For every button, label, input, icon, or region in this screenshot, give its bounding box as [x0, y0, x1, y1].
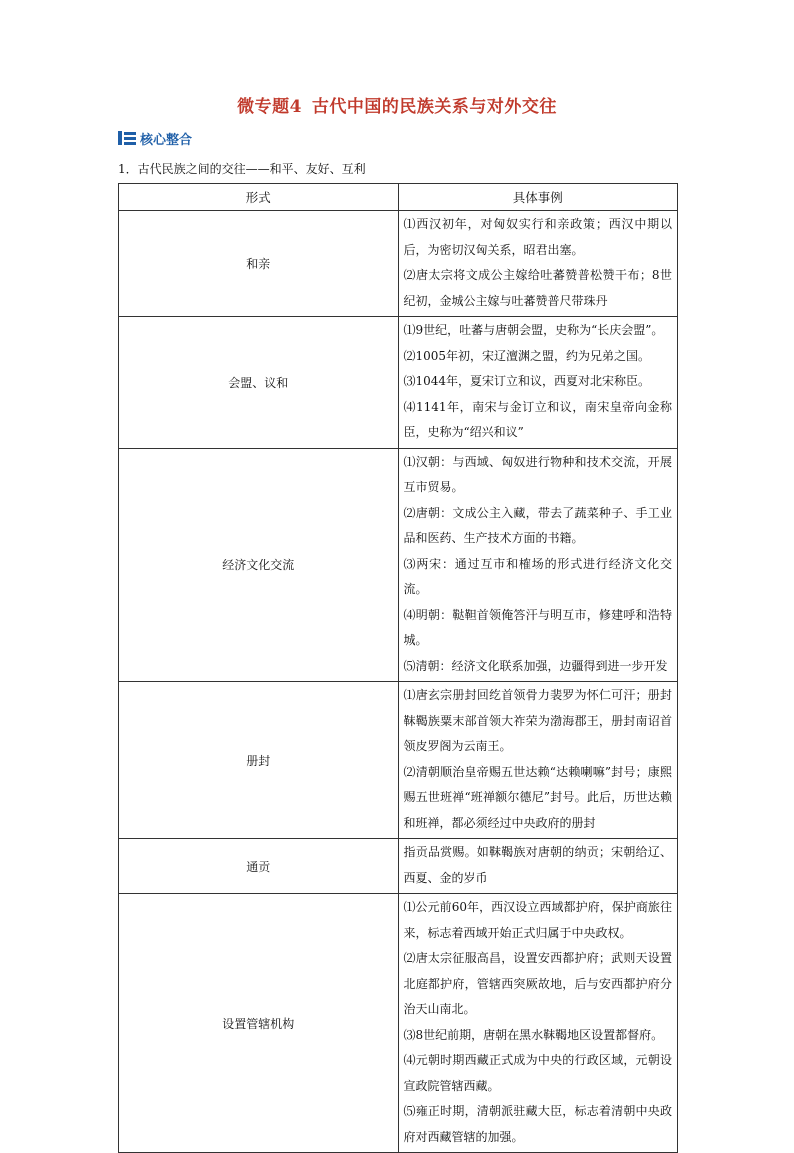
table-row: [119, 448, 678, 682]
example-item: ⑴唐玄宗册封回纥首领骨力裴罗为怀仁可汗；册封靺鞨族粟末部首领大祚荣为渤海郡王，册封南诏首领皮罗阁为云南王。: [403, 688, 672, 753]
table-row: [119, 839, 678, 894]
section-heading: [118, 128, 192, 148]
page-title-number: 微专题4: [237, 97, 302, 117]
row-form: 通贡: [119, 839, 399, 894]
page-title-text: 古代中国的民族关系与对外交往: [311, 97, 557, 117]
example-item: ⑴汉朝：与西域、匈奴进行物种和技术交流，开展互市贸易。: [403, 454, 672, 494]
subheading: 1．古代民族之间的交往——和平、友好、互利: [118, 162, 366, 176]
row-examples: [398, 894, 678, 1153]
row-form: 经济文化交流: [119, 448, 399, 682]
table-row: [119, 682, 678, 839]
row-examples: [398, 682, 678, 839]
example-item: ⑵唐太宗将文成公主嫁给吐蕃赞普松赞干布；8世纪初，金城公主嫁与吐蕃赞普尺带珠丹: [403, 268, 672, 308]
example-item: 指贡品赏赐。如靺鞨族对唐朝的纳贡；宋朝给辽、西夏、金的岁币: [403, 845, 672, 885]
example-item: ⑷元朝时期西藏正式成为中央的行政区域，元朝设宣政院管辖西藏。: [403, 1053, 672, 1093]
example-item: ⑵唐朝：文成公主入藏，带去了蔬菜种子、手工业品和医药、生产技术方面的书籍。: [403, 505, 672, 545]
example-item: ⑸清朝：经济文化联系加强，边疆得到进一步开发: [403, 658, 668, 673]
table-row: [119, 211, 678, 317]
example-item: ⑵唐太宗征服高昌，设置安西都护府；武则天设置北庭都护府，管辖西突厥故地，后与安西都护府分治天山南北。: [403, 951, 672, 1016]
row-examples: [398, 448, 678, 682]
section-label: 核心整合: [140, 132, 193, 148]
example-item: ⑵1005年初，宋辽澶渊之盟，约为兄弟之国。: [403, 348, 651, 363]
table-row: [119, 894, 678, 1153]
section-bars-icon: [118, 131, 136, 145]
example-item: ⑴9世纪，吐蕃与唐朝会盟，史称为“长庆会盟”。: [403, 323, 664, 337]
example-item: ⑶两宋：通过互市和榷场的形式进行经济文化交流。: [403, 556, 672, 596]
table-row: [119, 317, 678, 449]
header-form: 形式: [119, 184, 399, 211]
row-examples: [398, 317, 678, 449]
example-item: ⑵清朝顺治皇帝赐五世达赖“达赖喇嘛”封号；康熙赐五世班禅“班禅额尔德尼”封号。此后，历世达赖和班禅，都必须经过中央政府的册封: [403, 764, 672, 830]
page-title: [0, 92, 794, 117]
row-examples: [398, 211, 678, 317]
example-item: ⑸雍正时期，清朝派驻藏大臣，标志着清朝中央政府对西藏管辖的加强。: [403, 1104, 672, 1144]
row-form: 册封: [119, 682, 399, 839]
example-item: ⑴西汉初年，对匈奴实行和亲政策；西汉中期以后，为密切汉匈关系，昭君出塞。: [403, 217, 672, 257]
row-examples: [398, 839, 678, 894]
example-item: ⑶8世纪前期，唐朝在黑水靺鞨地区设置都督府。: [403, 1027, 664, 1042]
row-form: 会盟、议和: [119, 317, 399, 449]
header-examples: 具体事例: [398, 184, 678, 211]
relations-table: [118, 183, 678, 1153]
table-header-row: [119, 184, 678, 211]
example-item: ⑷明朝：鞑靼首领俺答汗与明互市，修建呼和浩特城。: [403, 607, 672, 647]
row-form: 设置管辖机构: [119, 894, 399, 1153]
example-item: ⑷1141年，南宋与金订立和议，南宋皇帝向金称臣，史称为“绍兴和议”: [403, 399, 672, 439]
example-item: ⑶1044年，夏宋订立和议，西夏对北宋称臣。: [403, 374, 651, 388]
row-form: 和亲: [119, 211, 399, 317]
example-item: ⑴公元前60年，西汉设立西域都护府，保护商旅往来，标志着西域开始正式归属于中央政权。: [403, 900, 672, 940]
